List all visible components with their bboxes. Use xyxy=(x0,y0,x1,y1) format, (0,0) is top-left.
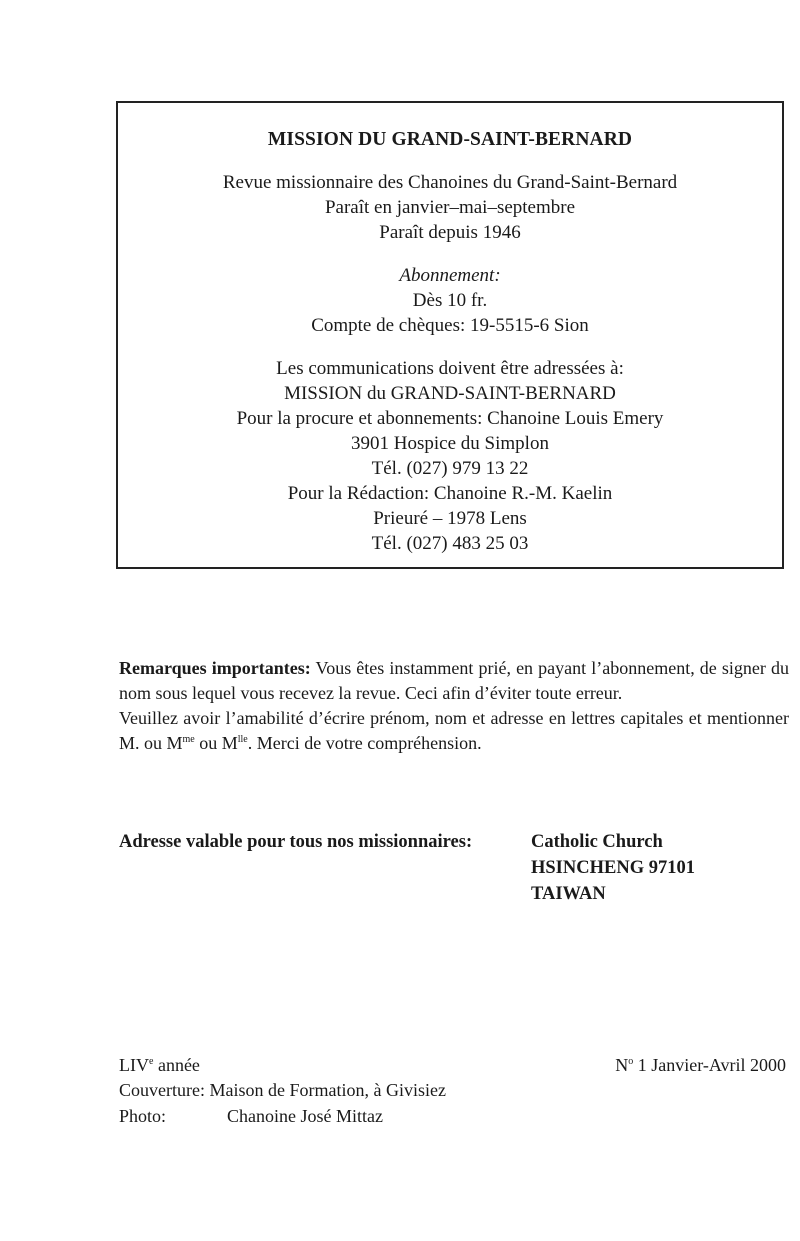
issue-n: N xyxy=(615,1055,629,1075)
contact-line-8: Tél. (027) 483 25 03 xyxy=(371,533,529,554)
revue-description: Revue missionnaire des Chanoines du Grand-Saint-Bernard xyxy=(222,172,678,193)
remarks-paragraph-2 xyxy=(119,706,789,756)
issue-date: 1 Janvier-Avril 2000 xyxy=(633,1055,786,1075)
contact-line-1: Les communications doivent être adressées à: xyxy=(276,358,624,379)
sup-me: me xyxy=(182,734,195,745)
remarks-text-2b: ou M xyxy=(194,733,238,753)
address-line-3: TAIWAN xyxy=(531,884,606,904)
contact-line-6: Pour la Rédaction: Chanoine R.-M. Kaelin xyxy=(287,483,613,504)
contact-line-7: Prieuré – 1978 Lens xyxy=(373,508,527,529)
contact-line-4: 3901 Hospice du Simplon xyxy=(351,433,549,454)
subscription-label: Abonnement: xyxy=(399,265,501,286)
volume-year xyxy=(119,1055,200,1076)
remarks-section xyxy=(119,656,789,756)
info-box xyxy=(116,101,784,569)
volume-number: LIV xyxy=(119,1055,149,1075)
cover-credit: Couverture: Maison de Formation, à Givisiez xyxy=(119,1080,446,1100)
publication-months: Paraît en janvier–mai–septembre xyxy=(324,197,576,218)
photo-credit: Chanoine José Mittaz xyxy=(227,1106,383,1126)
remarks-text-2a: Veuillez avoir l’amabilité d’écrire prénom, nom et adresse en lettres capitales et mentionner M. ou M xyxy=(119,708,789,753)
contact-line-2: MISSION du GRAND-SAINT-BERNARD xyxy=(284,383,616,404)
publication-since: Paraît depuis 1946 xyxy=(379,222,521,243)
issue-info xyxy=(615,1055,786,1076)
issue-sup: o xyxy=(628,1056,634,1067)
contact-line-5: Tél. (027) 979 13 22 xyxy=(371,458,529,479)
remarks-paragraph-1 xyxy=(119,656,789,706)
remarks-label: Remarques importantes: xyxy=(119,658,311,678)
address-label: Adresse valable pour tous nos missionnaires: xyxy=(119,832,473,852)
photo-label: Photo: xyxy=(119,1106,167,1126)
volume-annee: année xyxy=(153,1055,200,1075)
address-line-2: HSINCHENG 97101 xyxy=(531,858,695,878)
volume-sup: e xyxy=(149,1056,154,1067)
contact-line-3: Pour la procure et abonnements: Chanoine Louis Emery xyxy=(236,408,664,429)
box-title: MISSION DU GRAND-SAINT-BERNARD xyxy=(267,129,633,150)
address-line-1: Catholic Church xyxy=(531,832,663,852)
cheque-account: Compte de chèques: 19-5515-6 Sion xyxy=(311,315,589,336)
remarks-text-1: Vous êtes instamment prié, en payant l’abonnement, de signer du nom sous lequel vous recevez la revue. Ceci afin d’éviter toute erreur. xyxy=(119,658,789,703)
subscription-price: Dès 10 fr. xyxy=(412,290,488,311)
remarks-text-2c: . Merci de votre compréhension. xyxy=(247,733,482,753)
sup-lle: lle xyxy=(237,734,248,745)
